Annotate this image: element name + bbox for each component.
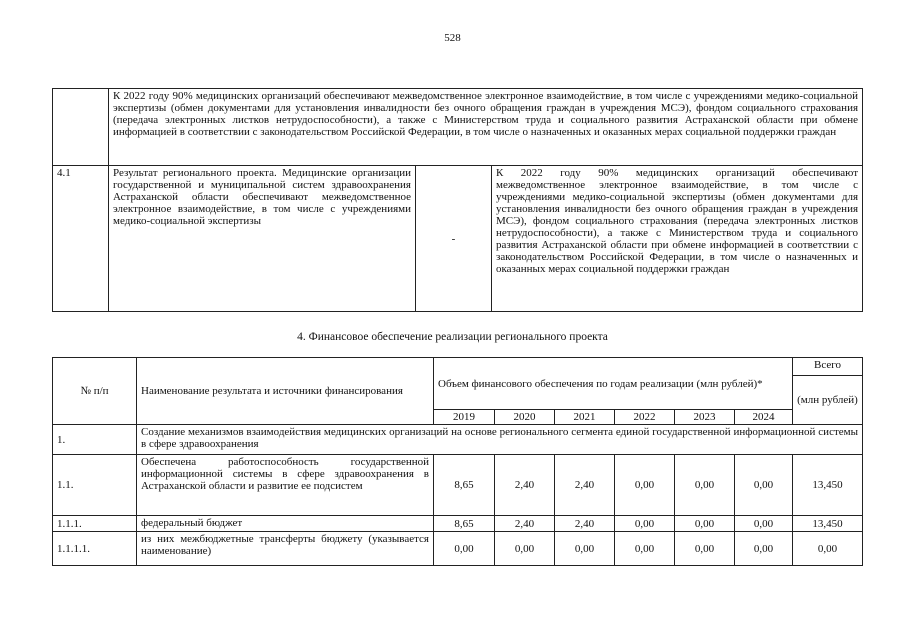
value-cell: 2,40 xyxy=(495,516,555,532)
total-cell: 13,450 xyxy=(793,455,863,516)
value-cell: 2,40 xyxy=(555,455,615,516)
header-name: Наименование результата и источники финансирования xyxy=(137,358,434,425)
table-row xyxy=(53,425,863,455)
row-number: 1. xyxy=(53,425,137,455)
value-cell: 0,00 xyxy=(675,516,735,532)
table-row xyxy=(53,455,863,516)
row-number-cell xyxy=(53,89,109,166)
result-dash: - xyxy=(416,166,492,312)
header-total: Всего xyxy=(793,358,863,376)
value-cell: 0,00 xyxy=(675,455,735,516)
result-table-row xyxy=(53,166,863,312)
row-number: 1.1. xyxy=(53,455,137,516)
value-cell: 0,00 xyxy=(495,532,555,566)
header-year: 2024 xyxy=(735,410,793,425)
header-year: 2023 xyxy=(675,410,735,425)
total-cell: 13,450 xyxy=(793,516,863,532)
header-year: 2019 xyxy=(434,410,495,425)
result-text: К 2022 году 90% медицинских организаций обеспечивают межведомственное электронное взаимодействие, в том числе с учреждениями медико-социальной экспертизы (обмен документами для установления инвалидности без очного обращения граждан в учреждения МСЭ), фондом социального страхования (передача электронных листков нетрудоспособности), а также с Министерством труда и социального развития Астраханской области при обмене информацией в соответствии с законодательством Российской Федерации, в том числе о назначенных и оказанных мерах социальной поддержки граждан xyxy=(492,166,863,312)
result-description: Результат регионального проекта. Медицинские организации государственной и муниципальной систем здравоохранения Астраханской области обеспечивают межведомственное электронное взаимодействие, в том числе с учреждениями медико-социальной экспертизы xyxy=(109,166,416,312)
total-cell: 0,00 xyxy=(793,532,863,566)
row-number: 1.1.1.1. xyxy=(53,532,137,566)
value-cell: 0,00 xyxy=(735,455,793,516)
value-cell: 0,00 xyxy=(434,532,495,566)
value-cell: 0,00 xyxy=(675,532,735,566)
table-row xyxy=(53,516,863,532)
value-cell: 0,00 xyxy=(615,532,675,566)
row-name: Обеспечена работоспособность государственной информационной системы в сфере здравоохранения в Астраханской области и развитие ее подсистем xyxy=(137,455,434,516)
value-cell: 0,00 xyxy=(735,516,793,532)
financing-table xyxy=(52,357,863,566)
result-table xyxy=(52,88,863,312)
section-title: 4. Финансовое обеспечение реализации регионального проекта xyxy=(297,331,608,343)
goal-text: К 2022 году 90% медицинских организаций обеспечивают межведомственное электронное взаимодействие, в том числе с учреждениями медико-социальной экспертизы (обмен документами для установления инвалидности без очного обращения граждан в учреждения МСЭ), фондом социального страхования (передача электронных листков нетрудоспособности), а также с Министерством труда и социального развития Астраханской области при обмене информацией в соответствии с законодательством Российской Федерации, в том числе о назначенных и оказанных мерах социальной поддержки граждан xyxy=(109,89,863,166)
row-name: из них межбюджетные трансферты бюджету (указывается наименование) xyxy=(137,532,434,566)
table-row xyxy=(53,532,863,566)
section-name: Создание механизмов взаимодействия медицинских организаций на основе регионального сегмента единой государственной информационной системы в сфере здравоохранения xyxy=(137,425,863,455)
value-cell: 0,00 xyxy=(555,532,615,566)
row-name: федеральный бюджет xyxy=(137,516,434,532)
result-table-row xyxy=(53,89,863,166)
header-number: № п/п xyxy=(53,358,137,425)
row-number: 1.1.1. xyxy=(53,516,137,532)
header-total-unit: (млн рублей) xyxy=(793,376,863,425)
value-cell: 8,65 xyxy=(434,455,495,516)
value-cell: 0,00 xyxy=(735,532,793,566)
value-cell: 2,40 xyxy=(555,516,615,532)
header-year: 2020 xyxy=(495,410,555,425)
header-year: 2022 xyxy=(615,410,675,425)
page-number: 528 xyxy=(444,32,461,44)
row-number: 4.1 xyxy=(53,166,109,312)
header-volume: Объем финансового обеспечения по годам реализации (млн рублей)* xyxy=(434,358,793,410)
value-cell: 2,40 xyxy=(495,455,555,516)
value-cell: 8,65 xyxy=(434,516,495,532)
value-cell: 0,00 xyxy=(615,455,675,516)
value-cell: 0,00 xyxy=(615,516,675,532)
table-header-row xyxy=(53,358,863,376)
header-year: 2021 xyxy=(555,410,615,425)
